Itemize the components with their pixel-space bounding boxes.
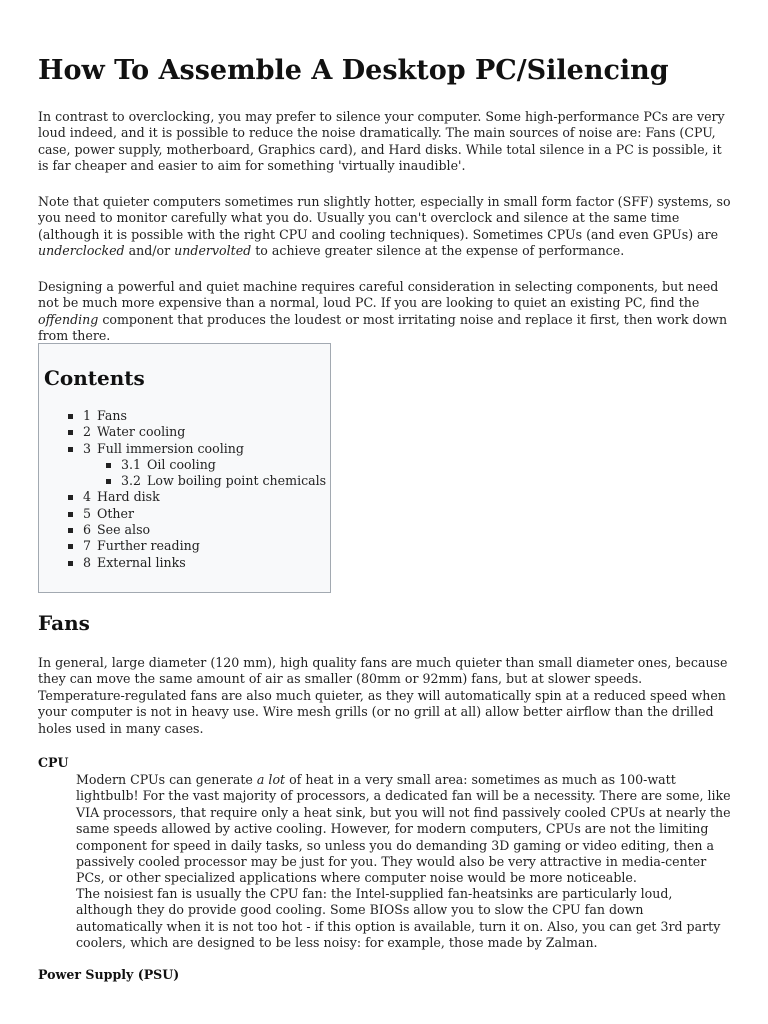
cpu-description-1-text-a: Modern CPUs can generate: [76, 772, 257, 787]
intro-paragraph-1: [38, 109, 732, 175]
intro-paragraph-2-text-c: to achieve greater silence at the expense of performance.: [251, 243, 625, 259]
toc-item-label: Fans: [97, 408, 127, 423]
cpu-description-1: [76, 772, 732, 887]
toc-item-see-also[interactable]: [68, 522, 326, 538]
intro-paragraph-2-text-b: and/or: [124, 243, 175, 259]
toc-item-label: External links: [97, 554, 186, 570]
a-lot-term: a lot: [256, 772, 286, 787]
toc-item-number: 3.1: [121, 456, 142, 472]
toc-item-label: Oil cooling: [147, 456, 216, 472]
definition-term-cpu: CPU: [38, 755, 69, 770]
undervolted-term: undervolted: [174, 243, 252, 259]
definition-term-psu: Power Supply (PSU): [38, 967, 180, 982]
cpu-description-2: [76, 886, 732, 952]
toc-item-water-cooling[interactable]: [68, 424, 326, 440]
toc-item-label: Low boiling point chemicals: [147, 473, 327, 489]
toc-item-other[interactable]: [68, 506, 326, 522]
offending-term: offending: [38, 311, 99, 327]
intro-paragraph-2-text-a: Note that quieter computers sometimes run slightly hotter, especially in small form factor (SFF) systems, so you need to monitor carefully what you do. Usually you can't overclock and silence at the same time (although it is possible with the right CPU and cooling techniques). Sometimes CPUs (and even GPUs) are: [38, 194, 731, 242]
toc-item-number: 3: [83, 440, 92, 456]
toc-item-full-immersion-cooling[interactable]: [68, 441, 326, 490]
toc-item-number: 5: [83, 505, 92, 521]
toc-item-label: Full immersion cooling: [97, 440, 244, 456]
toc-sublist: [106, 457, 326, 490]
fans-paragraph: [38, 655, 732, 737]
intro-paragraph-3-text-b: component that produces the loudest or most irritating noise and replace it first, then work down from there.: [38, 311, 728, 344]
toc-item-further-reading[interactable]: [68, 538, 326, 554]
toc-list: [68, 408, 326, 571]
toc-item-fans[interactable]: [68, 408, 326, 424]
underclocked-term: underclocked: [38, 243, 125, 259]
intro-paragraph-1-text: In contrast to overclocking, you may prefer to silence your computer. Some high-performance PCs are very loud indeed, and it is possible to reduce the noise dramatically. The main sources of noise are: Fans (CPU, case, power supply, motherboard, Graphics card), and Hard disks. While total silence in a PC is possible, it is far cheaper and easier to aim for something 'virtually inaudible'.: [38, 109, 725, 174]
toc-item-label: Other: [97, 505, 134, 521]
intro-paragraph-3: [38, 279, 732, 345]
cpu-description-1-text-b: of heat in a very small area: sometimes as much as 100-watt lightbulb! For the vast majority of processors, a dedicated fan will be a necessity. There are some, like VIA processors, that require only a heat sink, but you will not find passively cooled CPUs at nearly the same speeds allowed by active cooling. However, for modern computers, CPUs are not the limiting component for speed in daily tasks, so unless you do demanding 3D gaming or video editing, then a passively cooled processor may be just for you. They would also be very attractive in media-center PCs, or other specialized applications where computer noise would be more noticeable.: [76, 772, 731, 886]
intro-paragraph-3-text-a: Designing a powerful and quiet machine requires careful consideration in selecting components, but need not be much more expensive than a normal, loud PC. If you are looking to quiet an existing PC, find the: [38, 279, 719, 311]
toc-item-label: Water cooling: [97, 424, 186, 440]
toc-item-number: 1: [83, 408, 92, 423]
toc-item-number: 7: [83, 538, 92, 554]
toc-item-label: See also: [97, 522, 151, 538]
section-heading-fans: Fans: [38, 611, 90, 635]
page-title: How To Assemble A Desktop PC/Silencing: [38, 55, 669, 86]
toc-item-oil-cooling[interactable]: [106, 457, 326, 473]
toc-title: Contents: [44, 366, 145, 390]
toc-item-label: Further reading: [97, 538, 200, 554]
toc-item-low-boiling-point-chemicals[interactable]: [106, 473, 326, 489]
toc-item-external-links[interactable]: [68, 555, 326, 571]
toc-item-number: 3.2: [121, 473, 142, 489]
cpu-description-2-text: The noisiest fan is usually the CPU fan: the Intel-supplied fan-heatsinks are particularly loud, although they do provide good cooling. Some BIOSs allow you to slow the CPU fan down automatically when it is not too hot - if this option is available, turn it on. Also, you can get 3rd party coolers, which are designed to be less noisy: for example, those made by Zalman.: [76, 886, 721, 951]
toc-item-label: Hard disk: [97, 489, 160, 505]
intro-paragraph-2: [38, 194, 732, 260]
toc-item-number: 4: [83, 489, 92, 505]
table-of-contents: [38, 343, 331, 593]
toc-item-number: 6: [83, 522, 92, 538]
fans-paragraph-text: In general, large diameter (120 mm), high quality fans are much quieter than small diameter ones, because they can move the same amount of air as smaller (80mm or 92mm) fans, but at slower speeds. Temperature-regulated fans are also much quieter, as they will automatically spin at a reduced speed when your computer is not in heavy use. Wire mesh grills (or no grill at all) allow better airflow than the drilled holes used in many cases.: [38, 655, 728, 736]
toc-item-hard-disk[interactable]: [68, 489, 326, 505]
toc-item-number: 2: [83, 424, 92, 440]
toc-item-number: 8: [83, 554, 92, 570]
